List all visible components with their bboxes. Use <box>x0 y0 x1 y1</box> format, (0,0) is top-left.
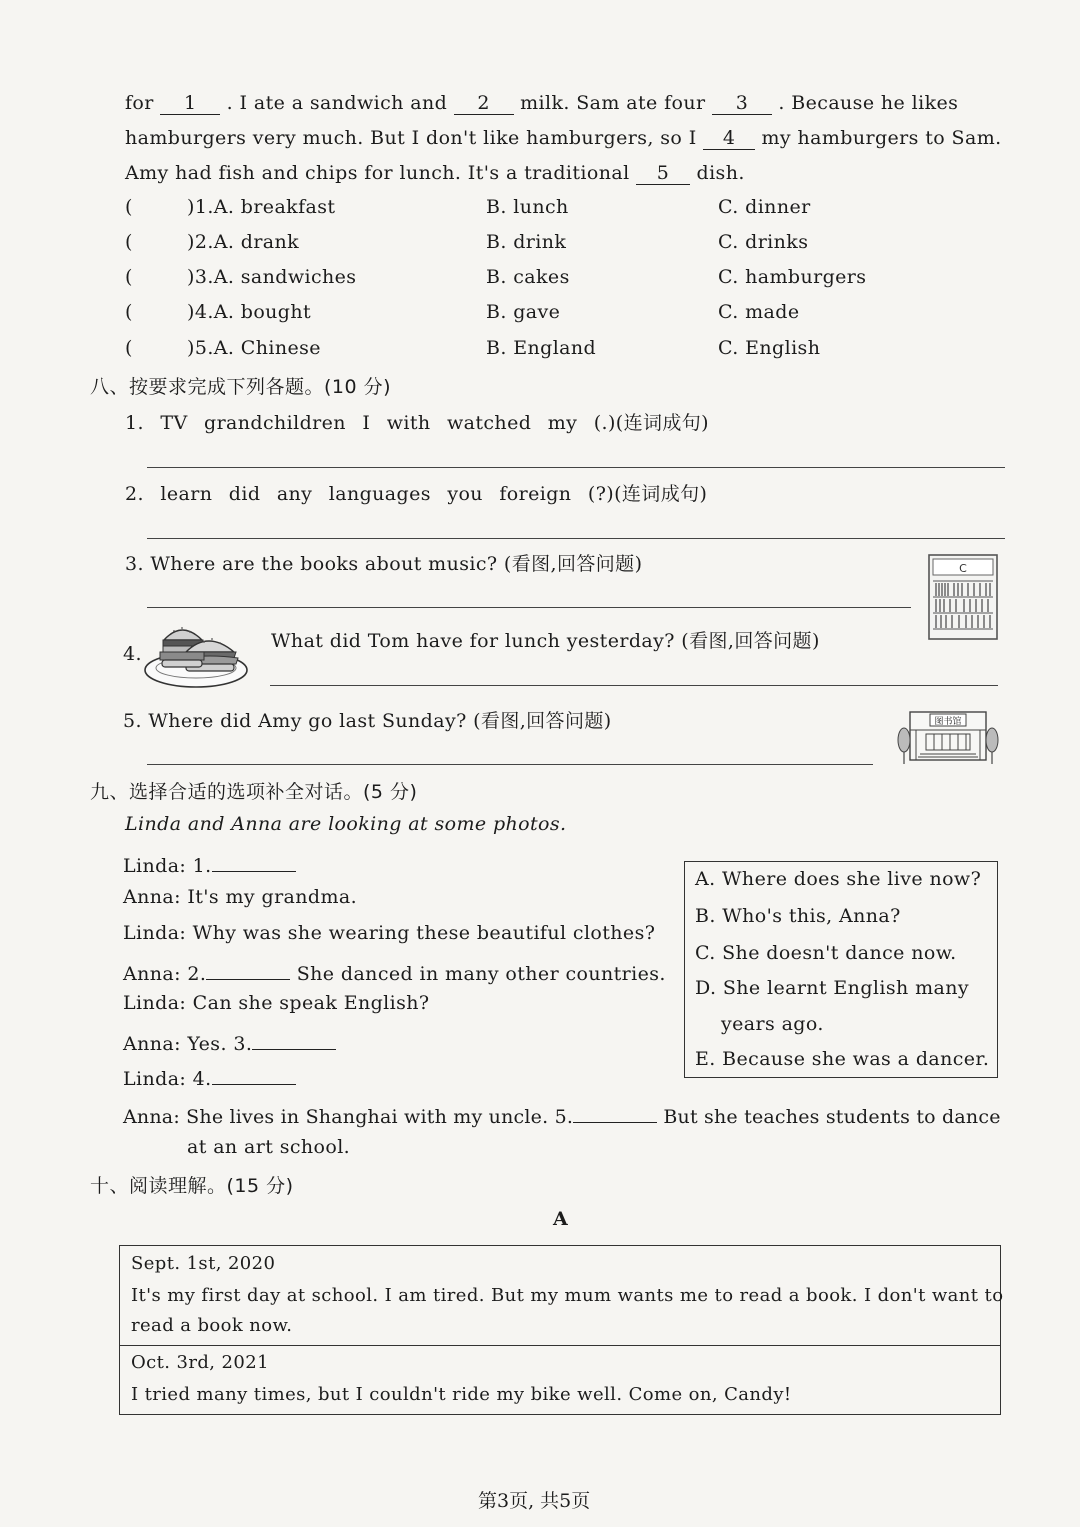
paren-close: ) <box>187 266 195 288</box>
diary-date-1: Sept. 1st, 2020 <box>131 1253 276 1274</box>
diary-text-1: It's my first day at school. I am tired. But my mum wants me to read a book. I don't want to <box>131 1285 1004 1306</box>
option-a: A. drank <box>213 231 300 253</box>
question-number: 2. <box>194 231 214 253</box>
passage-label: A <box>553 1208 569 1230</box>
question-8-5: 5. Where did Amy go last Sunday? (看图,回答问题) <box>123 710 612 732</box>
answer-paren-1[interactable]: ( <box>125 196 133 218</box>
question-number: 3. <box>194 266 214 288</box>
choice-a: A. Where does she live now? <box>695 868 982 890</box>
dialogue-text: But she teaches students to dance <box>663 1106 1001 1128</box>
option-row-1 <box>125 196 335 218</box>
page-number: 第3页, 共5页 <box>478 1490 591 1512</box>
diary-text-2: I tried many times, but I couldn't ride my bike well. Come on, Candy! <box>131 1384 792 1405</box>
paren-close: ) <box>187 337 195 359</box>
cloze-line-1 <box>125 92 958 115</box>
cloze-blank-4[interactable]: 4 <box>703 127 755 150</box>
shelf-label-c: C <box>959 562 967 575</box>
answer-line-8-2[interactable] <box>147 538 1005 539</box>
cloze-text: my hamburgers to Sam. <box>761 127 1002 149</box>
library-sign: 图书馆 <box>934 717 962 727</box>
cloze-text: . Because he likes <box>778 92 959 114</box>
dialogue-text: Anna: Yes. 3. <box>123 1033 253 1055</box>
question-number: 1. <box>194 196 214 218</box>
option-c: C. made <box>718 301 800 323</box>
paren-close: ) <box>187 196 195 218</box>
cloze-text: for <box>125 92 154 114</box>
question-8-3: 3. Where are the books about music? (看图,回答问题) <box>125 553 643 575</box>
hamburgers-picture <box>142 614 250 690</box>
paren-close: ) <box>187 231 195 253</box>
dialogue-line-1 <box>123 849 296 877</box>
answer-paren-2[interactable]: ( <box>125 231 133 253</box>
dialogue-text: She danced in many other countries. <box>296 963 666 985</box>
dialogue-choices-box <box>684 861 998 1078</box>
question-number: 4. <box>194 301 214 323</box>
dialogue-line-8 <box>123 1100 1001 1128</box>
cloze-blank-5[interactable]: 5 <box>636 162 690 185</box>
option-a: A. sandwiches <box>213 266 357 288</box>
dialogue-blank-5[interactable] <box>573 1100 657 1123</box>
diary-date-2: Oct. 3rd, 2021 <box>131 1352 269 1373</box>
dialogue-text: Linda: 1. <box>123 855 212 877</box>
option-c: C. English <box>718 337 821 359</box>
cloze-text: hamburgers very much. But I don't like hamburgers, so I <box>125 127 697 149</box>
option-a: A. breakfast <box>213 196 336 218</box>
answer-line-8-4[interactable] <box>270 685 998 686</box>
dialogue-line-3: Linda: Why was she wearing these beautiful clothes? <box>123 922 656 944</box>
cloze-text: . I ate a sandwich and <box>226 92 448 114</box>
cloze-line-3 <box>125 162 745 185</box>
section-10-heading: 十、阅读理解。(15 分) <box>90 1175 294 1197</box>
dialogue-line-8-continued: at an art school. <box>187 1136 351 1158</box>
section-9-heading: 九、选择合适的选项补全对话。(5 分) <box>90 781 418 803</box>
bookshelf-picture <box>928 554 998 640</box>
choice-d: D. She learnt English many <box>695 977 969 999</box>
diary-box <box>119 1245 1004 1415</box>
library-picture <box>896 706 1000 766</box>
option-row-2 <box>125 231 299 253</box>
cloze-text: Amy had fish and chips for lunch. It's a traditional <box>125 162 630 184</box>
dialogue-intro: Linda and Anna are looking at some photos. <box>125 813 567 835</box>
choice-d-continued: years ago. <box>721 1013 824 1035</box>
option-a: A. Chinese <box>213 337 321 359</box>
option-c: C. dinner <box>718 196 811 218</box>
paren-close: ) <box>187 301 195 323</box>
option-b: B. cakes <box>486 266 570 288</box>
choice-c: C. She doesn't dance now. <box>695 942 957 964</box>
question-8-4-number: 4. <box>123 643 142 665</box>
question-number: 5. <box>194 337 214 359</box>
question-8-4: What did Tom have for lunch yesterday? (看图,回答问题) <box>271 630 820 652</box>
diary-text-1-continued: read a book now. <box>131 1315 293 1336</box>
dialogue-text: Anna: She lives in Shanghai with my uncle. 5. <box>123 1106 574 1128</box>
dialogue-line-7 <box>123 1062 296 1090</box>
answer-paren-3[interactable]: ( <box>125 266 133 288</box>
dialogue-line-2: Anna: It's my grandma. <box>123 886 358 908</box>
option-b: B. lunch <box>486 196 569 218</box>
answer-line-8-5[interactable] <box>147 764 873 765</box>
dialogue-line-6 <box>123 1027 336 1055</box>
choice-b: B. Who's this, Anna? <box>695 905 901 927</box>
answer-line-8-1[interactable] <box>147 467 1005 468</box>
cloze-line-2 <box>125 127 1002 150</box>
option-c: C. drinks <box>718 231 809 253</box>
dialogue-blank-2[interactable] <box>206 957 290 980</box>
cloze-blank-1[interactable]: 1 <box>160 92 220 115</box>
dialogue-blank-3[interactable] <box>252 1027 336 1050</box>
option-row-5 <box>125 337 321 359</box>
cloze-text: dish. <box>696 162 745 184</box>
question-8-1: 1. TV grandchildren I with watched my (.)(连词成句) <box>125 412 709 434</box>
answer-line-8-3[interactable] <box>147 607 911 608</box>
option-c: C. hamburgers <box>718 266 867 288</box>
dialogue-blank-4[interactable] <box>212 1062 296 1085</box>
option-b: B. England <box>486 337 597 359</box>
question-8-2: 2. learn did any languages you foreign (?)(连词成句) <box>125 483 708 505</box>
answer-paren-4[interactable]: ( <box>125 301 133 323</box>
dialogue-line-4 <box>123 957 666 985</box>
dialogue-line-5: Linda: Can she speak English? <box>123 992 430 1014</box>
option-b: B. drink <box>486 231 567 253</box>
diary-divider <box>120 1345 1000 1346</box>
dialogue-text: Anna: 2. <box>123 963 207 985</box>
option-b: B. gave <box>486 301 561 323</box>
cloze-text: milk. Sam ate four <box>520 92 706 114</box>
dialogue-text: Linda: 4. <box>123 1068 212 1090</box>
choice-e: E. Because she was a dancer. <box>695 1048 990 1070</box>
option-row-4 <box>125 301 311 323</box>
section-8-heading: 八、按要求完成下列各题。(10 分) <box>90 376 392 398</box>
option-row-3 <box>125 266 356 288</box>
dialogue-blank-1[interactable] <box>212 849 296 872</box>
cloze-blank-2[interactable]: 2 <box>454 92 514 115</box>
answer-paren-5[interactable]: ( <box>125 337 133 359</box>
option-a: A. bought <box>213 301 312 323</box>
cloze-blank-3[interactable]: 3 <box>712 92 772 115</box>
